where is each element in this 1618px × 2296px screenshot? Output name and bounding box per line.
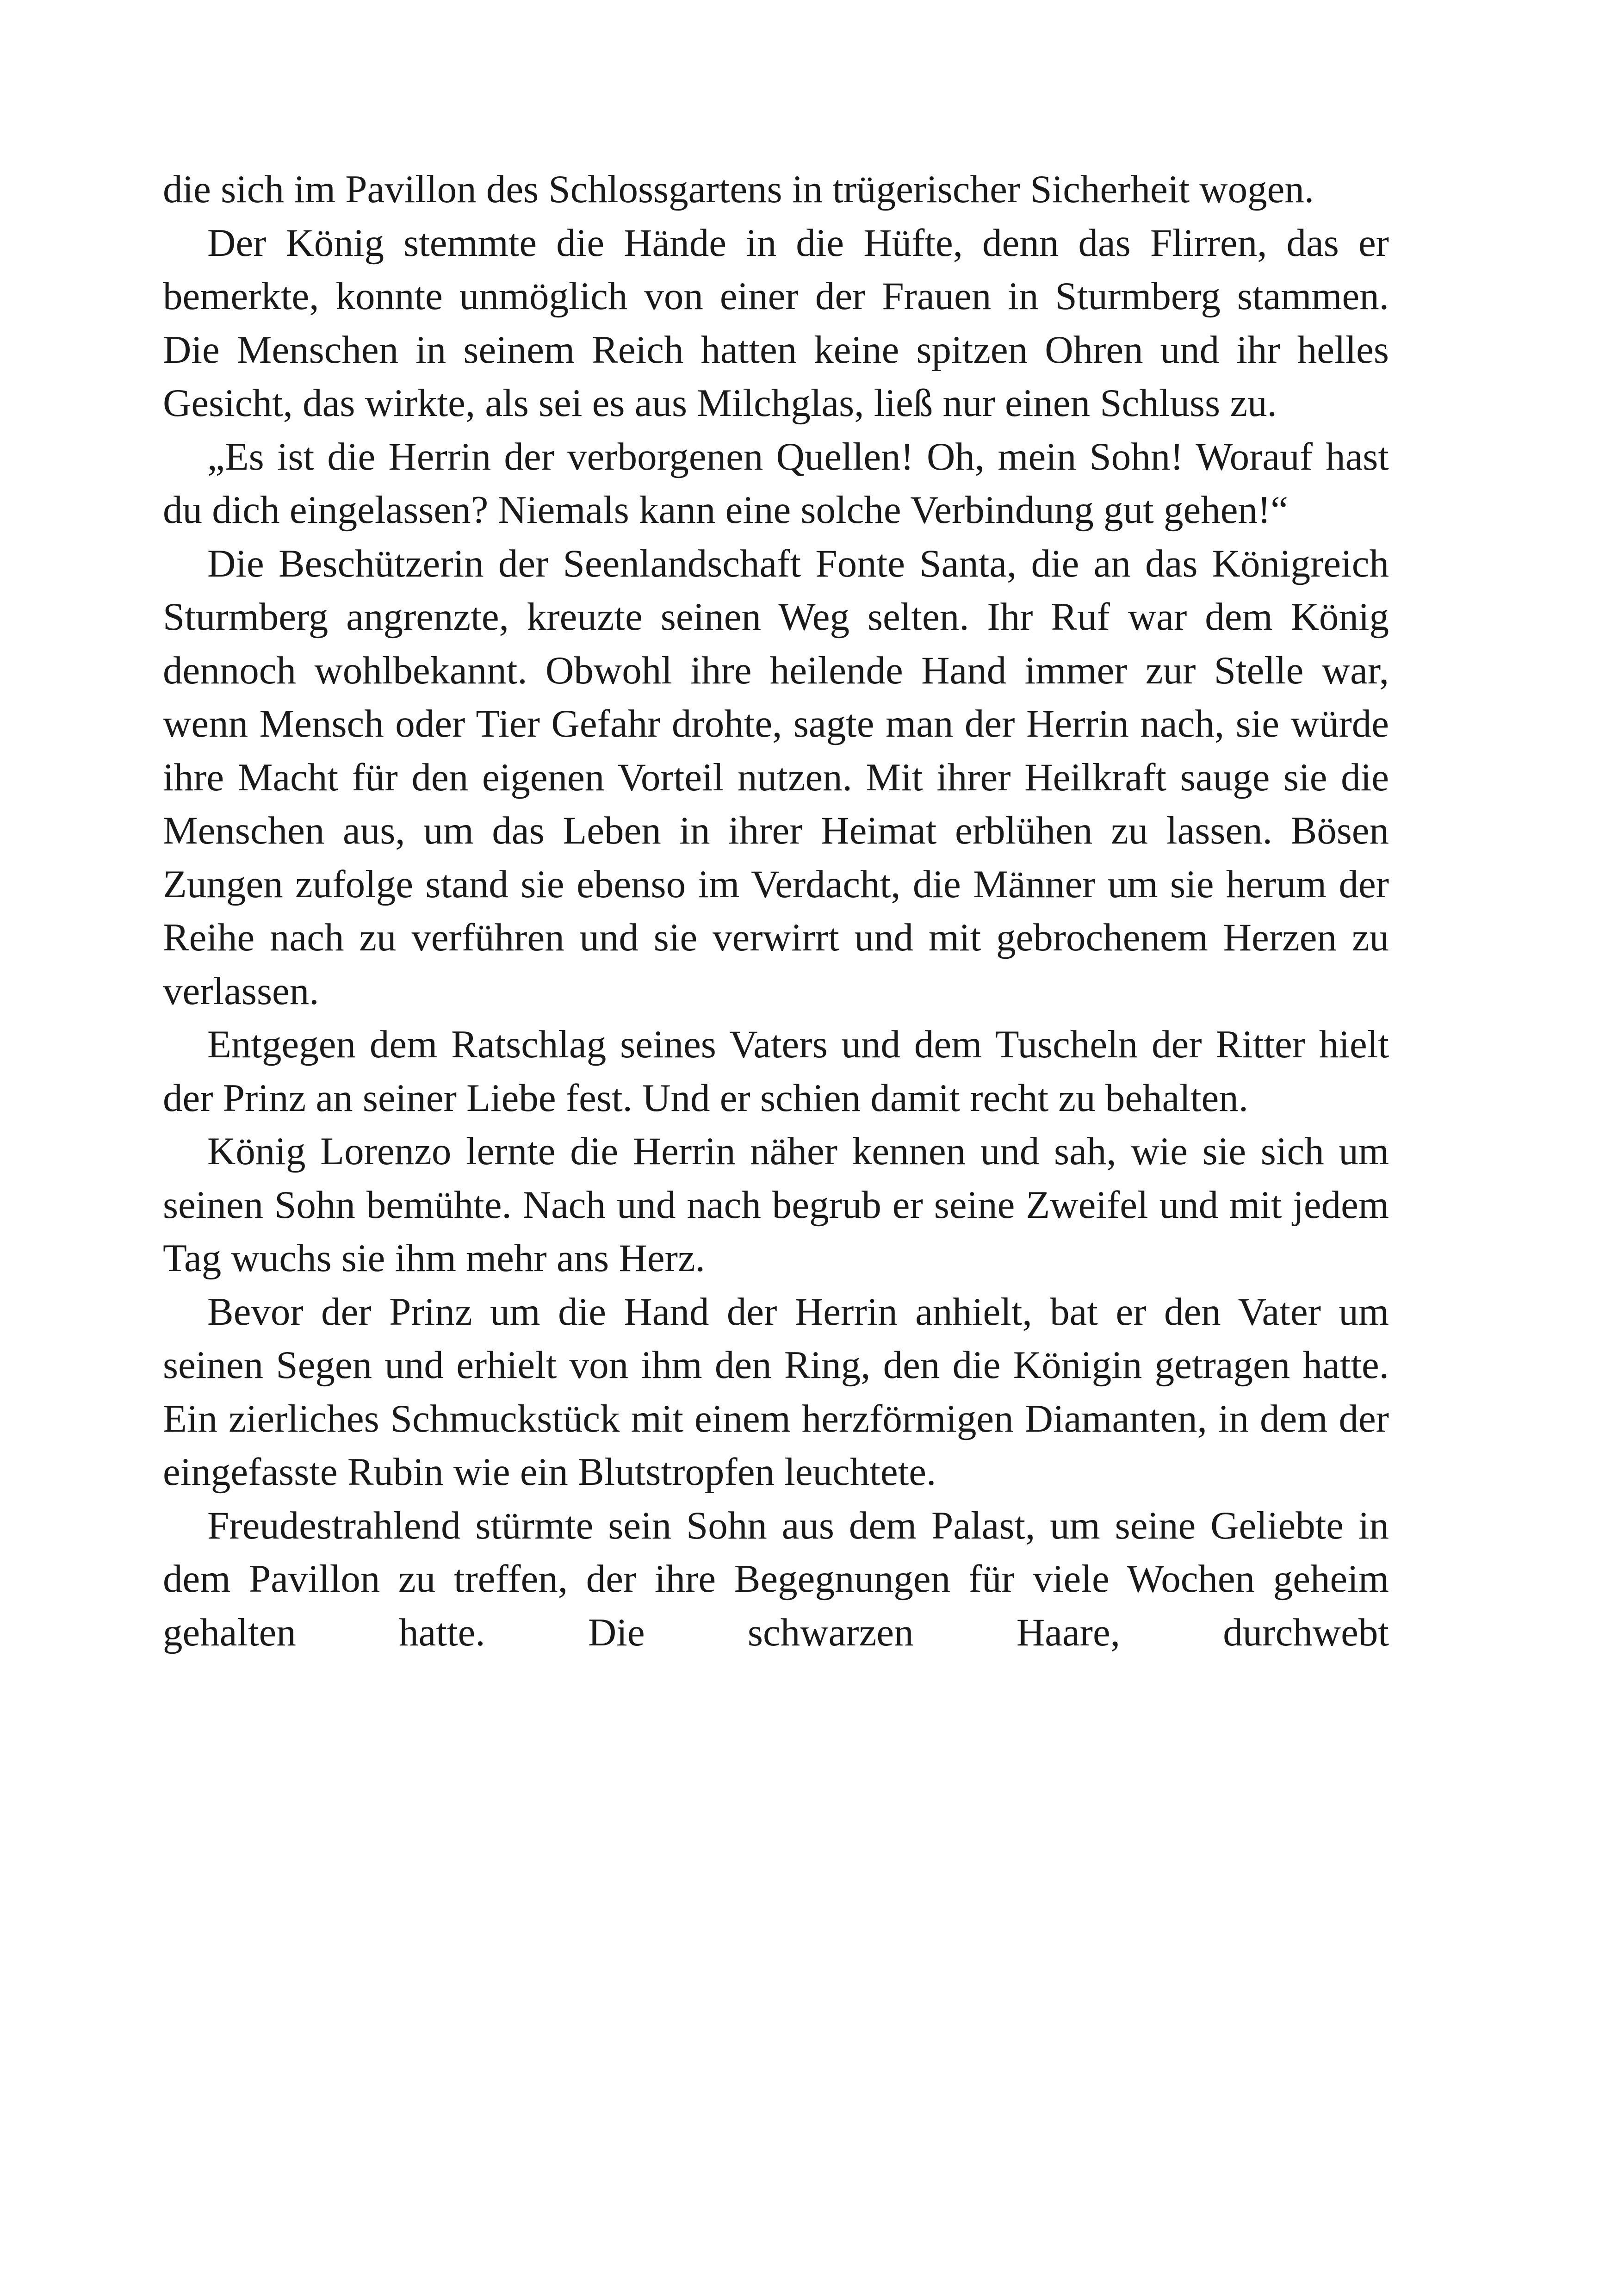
paragraph-1: die sich im Pavillon des Schlossgartens in trügerischer Sicherheit wogen. — [163, 168, 1314, 211]
paragraph-2: Der König stemmte die Hände in die Hüfte, denn das Flirren, das er bemerkte, konnte unmöglich von einer der Frauen in Sturmberg stammen. Die Menschen in seinem Reich hatten keine spitzen Ohren und ihr helles Gesicht, das wirkte, als sei es aus Milchglas, ließ nur einen Schluss zu. — [163, 221, 1389, 425]
body-text — [163, 163, 1389, 1659]
paragraph-6: König Lorenzo lernte die Herrin näher kennen und sah, wie sie sich um seinen Sohn bemühte. Nach und nach begrub er seine Zweifel und mit jedem Tag wuchs sie ihm mehr ans Herz. — [163, 1129, 1389, 1280]
paragraph-8: Freudestrahlend stürmte sein Sohn aus dem Palast, um seine Geliebte in dem Pavillon zu treffen, der ihre Begegnungen für viele Wochen geheim gehalten hatte. Die schwarzen Haare, durchwebt — [163, 1503, 1389, 1654]
paragraph-3: „Es ist die Herrin der verborgenen Quellen! Oh, mein Sohn! Worauf hast du dich eingelassen? Niemals kann eine solche Verbindung gut gehen!“ — [163, 434, 1389, 532]
paragraph-5: Entgegen dem Ratschlag seines Vaters und dem Tuscheln der Ritter hielt der Prinz an seiner Liebe fest. Und er schien damit recht zu behalten. — [163, 1023, 1389, 1120]
paragraph-7: Bevor der Prinz um die Hand der Herrin anhielt, bat er den Vater um seinen Segen und erhielt von ihm den Ring, den die Königin getragen hatte. Ein zierliches Schmuckstück mit einem herzförmigen Diamanten, in dem der eingefasste Rubin wie ein Blutstropfen leuchtete. — [163, 1290, 1389, 1494]
paragraph-4: Die Beschützerin der Seenlandschaft Fonte Santa, die an das Königreich Sturmberg angrenzte, kreuzte seinen Weg selten. Ihr Ruf war dem König dennoch wohlbekannt. Obwohl ihre heilende Hand immer zur Stelle war, wenn Mensch oder Tier Gefahr drohte, sagte man der Herrin nach, sie würde ihre Macht für den eigenen Vorteil nutzen. Mit ihrer Heilkraft sauge sie die Menschen aus, um das Leben in ihrer Heimat erblühen zu lassen. Bösen Zungen zufolge stand sie ebenso im Verdacht, die Männer um sie herum der Reihe nach zu verführen und sie verwirrt und mit gebrochenem Herzen zu verlassen. — [163, 541, 1389, 1013]
